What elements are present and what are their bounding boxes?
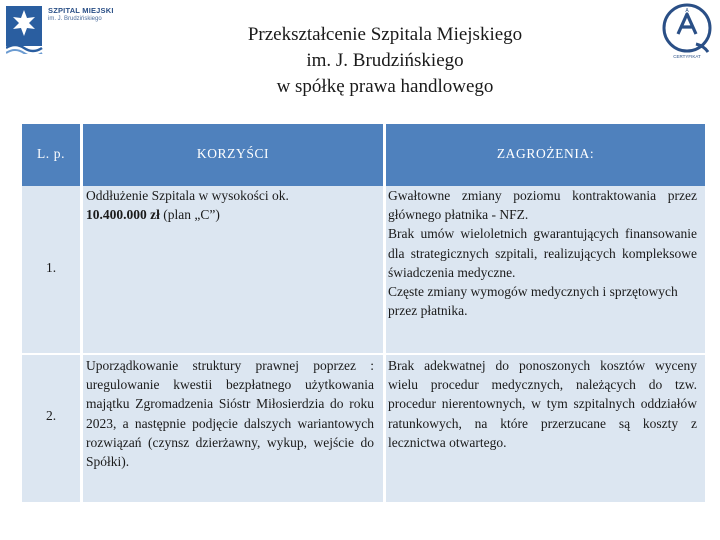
row-1-risk-1: Gwałtowne zmiany poziomu kontraktowania przez głównego płatnika - NFZ. xyxy=(388,188,697,223)
column-divider xyxy=(383,186,386,502)
title-line-1: Przekształcenie Szpitala Miejskiego xyxy=(247,24,523,45)
header-lp xyxy=(22,124,80,186)
row-1-risks xyxy=(388,186,697,320)
title-line-2: im. J. Brudzińskiego xyxy=(306,50,464,71)
hospital-logo-icon xyxy=(6,6,44,54)
header-benefits-label: KORZYŚCI xyxy=(196,146,270,161)
accreditation-icon xyxy=(656,0,718,56)
row-1-risk-2: Brak umów wieloletnich gwarantujących finansowanie dla strategicznych szpitali, realizujących kompleksowe świadczenia medyczne. xyxy=(388,226,697,280)
row-2-risks-text: Brak adekwatnej do ponoszonych kosztów wyceny wielu procedur medycznych, należących do tzw. procedur nierentownych, w tym szpitalnych oddziałów ratunkowych, na które przerzucane są koszty z lecznictwa otwartego. xyxy=(388,358,697,450)
row-1-benefits-text: Oddłużenie Szpitala w wysokości ok. xyxy=(86,188,289,203)
row-2-benefits-text: Uporządkowanie struktury prawnej poprzez : uregulowanie kwestii bezpłatnego użytkowania majątku Zgromadzenia Sióstr Miłosierdzia do roku 2023, a następnie podjęcie dalszych wariantowych rozwiązań (czynsz dzierżawny, wykup, wejście do Spółki). xyxy=(86,358,374,470)
header-benefits xyxy=(83,124,383,186)
certificate-logo xyxy=(656,0,718,66)
header-risks-label: ZAGROŻENIA: xyxy=(496,146,595,161)
row-1-benefits-amount: 10.400.000 zł xyxy=(86,207,160,223)
column-divider xyxy=(80,186,83,502)
header-lp-label: L. p. xyxy=(36,146,66,161)
row-1-number: 1. xyxy=(45,260,57,275)
hospital-logo-sub: im. J. Brudzińskiego xyxy=(48,16,102,22)
row-2-benefits xyxy=(86,356,374,471)
title-line-3: w spółkę prawa handlowego xyxy=(276,76,494,97)
hospital-logo-name: SZPITAL MIEJSKI xyxy=(48,6,114,15)
page-title xyxy=(150,22,620,100)
certificate-caption: CERTYFIKAT xyxy=(673,54,701,59)
hospital-logo xyxy=(4,2,116,62)
row-2-risks xyxy=(388,356,697,452)
row-2-number: 2. xyxy=(45,408,57,423)
row-1-benefits xyxy=(86,186,374,224)
row-1-risk-3: Częste zmiany wymogów medycznych i sprzętowych przez płatnika. xyxy=(388,284,678,319)
row-1-benefits-plan: (plan „C”) xyxy=(159,207,220,223)
comparison-table xyxy=(22,124,705,502)
header-risks xyxy=(386,124,705,186)
certificate-logo-letter: A xyxy=(685,8,689,14)
